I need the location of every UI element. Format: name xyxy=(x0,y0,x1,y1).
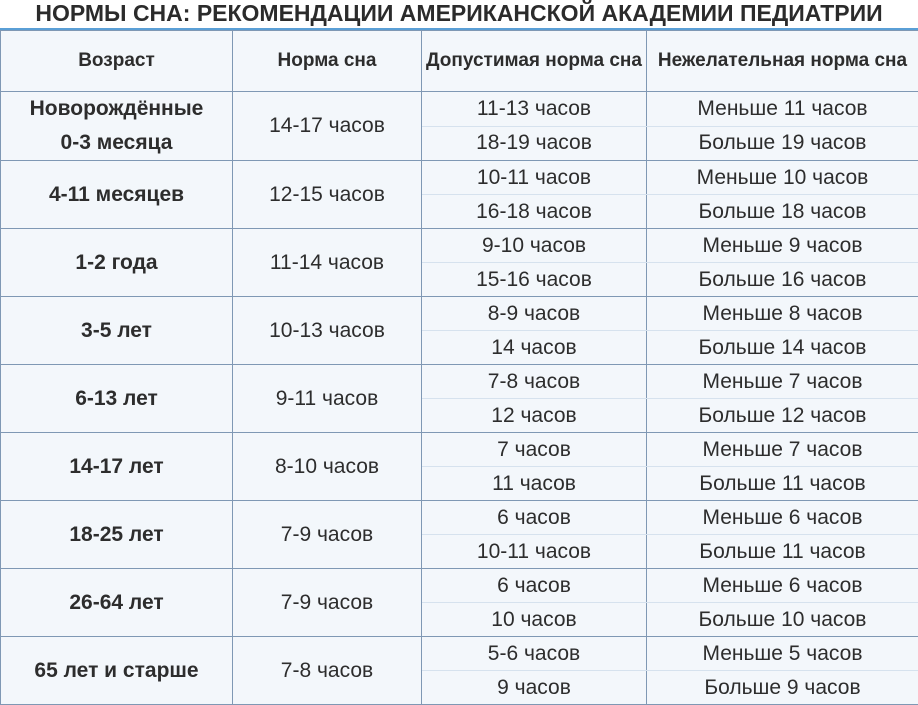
undesirable-low-cell: Меньше 10 часов xyxy=(647,161,918,195)
header-norm: Норма сна xyxy=(233,31,422,92)
age-cell xyxy=(1,365,233,433)
age-cell xyxy=(1,637,233,705)
undesirable-high-cell: Больше 11 часов xyxy=(647,535,918,569)
table-row xyxy=(1,501,918,535)
norm-cell: 7-9 часов xyxy=(233,569,422,637)
age-label: 6-13 лет xyxy=(1,382,232,416)
age-label: 3-5 лет xyxy=(1,314,232,348)
acceptable-high-cell: 10 часов xyxy=(422,603,647,637)
age-label: 65 лет и старше xyxy=(1,654,232,688)
acceptable-low-cell: 7-8 часов xyxy=(422,365,647,399)
acceptable-high-cell: 9 часов xyxy=(422,671,647,705)
norm-cell: 11-14 часов xyxy=(233,229,422,297)
age-label: 26-64 лет xyxy=(1,586,232,620)
undesirable-high-cell: Больше 14 часов xyxy=(647,331,918,365)
norm-cell: 9-11 часов xyxy=(233,365,422,433)
acceptable-low-cell: 6 часов xyxy=(422,569,647,603)
undesirable-low-cell: Меньше 9 часов xyxy=(647,229,918,263)
age-label: 1-2 года xyxy=(1,246,232,280)
table-row xyxy=(1,297,918,331)
norm-cell: 10-13 часов xyxy=(233,297,422,365)
acceptable-low-cell: 5-6 часов xyxy=(422,637,647,671)
table-row xyxy=(1,161,918,195)
table-row xyxy=(1,365,918,399)
age-cell xyxy=(1,433,233,501)
age-label: Новорождённые xyxy=(1,92,232,126)
table-body xyxy=(1,92,918,705)
sleep-norms-table xyxy=(0,30,918,705)
age-sublabel: 0-3 месяца xyxy=(1,126,232,160)
acceptable-high-cell: 15-16 часов xyxy=(422,263,647,297)
age-cell xyxy=(1,92,233,161)
undesirable-high-cell: Больше 9 часов xyxy=(647,671,918,705)
age-cell xyxy=(1,229,233,297)
header-undesirable: Нежелательная норма сна xyxy=(647,31,918,92)
table-header-row xyxy=(1,31,918,92)
age-cell xyxy=(1,501,233,569)
table-row xyxy=(1,637,918,671)
age-label: 4-11 месяцев xyxy=(1,178,232,212)
norm-cell: 7-9 часов xyxy=(233,501,422,569)
header-acceptable: Допустимая норма сна xyxy=(422,31,647,92)
undesirable-low-cell: Меньше 5 часов xyxy=(647,637,918,671)
acceptable-low-cell: 10-11 часов xyxy=(422,161,647,195)
undesirable-high-cell: Больше 16 часов xyxy=(647,263,918,297)
undesirable-low-cell: Меньше 6 часов xyxy=(647,569,918,603)
undesirable-high-cell: Больше 11 часов xyxy=(647,467,918,501)
undesirable-low-cell: Меньше 8 часов xyxy=(647,297,918,331)
acceptable-low-cell: 7 часов xyxy=(422,433,647,467)
acceptable-high-cell: 10-11 часов xyxy=(422,535,647,569)
norm-cell: 8-10 часов xyxy=(233,433,422,501)
age-cell xyxy=(1,161,233,229)
undesirable-high-cell: Больше 18 часов xyxy=(647,195,918,229)
acceptable-high-cell: 12 часов xyxy=(422,399,647,433)
undesirable-high-cell: Больше 12 часов xyxy=(647,399,918,433)
norm-cell: 14-17 часов xyxy=(233,92,422,161)
acceptable-high-cell: 16-18 часов xyxy=(422,195,647,229)
acceptable-low-cell: 6 часов xyxy=(422,501,647,535)
age-cell xyxy=(1,569,233,637)
undesirable-low-cell: Меньше 6 часов xyxy=(647,501,918,535)
undesirable-low-cell: Меньше 11 часов xyxy=(647,92,918,127)
acceptable-low-cell: 9-10 часов xyxy=(422,229,647,263)
table-row xyxy=(1,92,918,127)
norm-cell: 12-15 часов xyxy=(233,161,422,229)
norm-cell: 7-8 часов xyxy=(233,637,422,705)
age-label: 18-25 лет xyxy=(1,518,232,552)
acceptable-low-cell: 11-13 часов xyxy=(422,92,647,127)
table-row xyxy=(1,433,918,467)
page-title: НОРМЫ СНА: РЕКОМЕНДАЦИИ АМЕРИКАНСКОЙ АКАДЕМИИ ПЕДИАТРИИ xyxy=(0,0,918,30)
undesirable-low-cell: Меньше 7 часов xyxy=(647,365,918,399)
acceptable-high-cell: 18-19 часов xyxy=(422,126,647,161)
undesirable-low-cell: Меньше 7 часов xyxy=(647,433,918,467)
acceptable-high-cell: 14 часов xyxy=(422,331,647,365)
acceptable-high-cell: 11 часов xyxy=(422,467,647,501)
undesirable-high-cell: Больше 10 часов xyxy=(647,603,918,637)
acceptable-low-cell: 8-9 часов xyxy=(422,297,647,331)
age-cell xyxy=(1,297,233,365)
undesirable-high-cell: Больше 19 часов xyxy=(647,126,918,161)
header-age: Возраст xyxy=(1,31,233,92)
table-row xyxy=(1,569,918,603)
table-row xyxy=(1,229,918,263)
age-label: 14-17 лет xyxy=(1,450,232,484)
